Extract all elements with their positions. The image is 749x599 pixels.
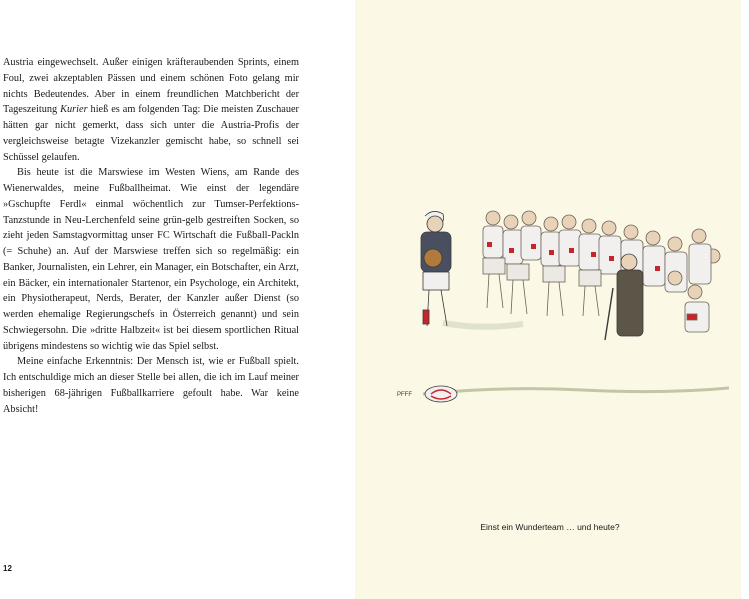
- page-number: 12: [3, 564, 12, 573]
- text-segment: Meine einfache Erkenntnis: Der Mensch ist, wie er Fußball spielt. Ich entschuldige mich an dieser Stelle bei allen, die ich im Lauf meiner bisherigen 68-jährigen Fußballkarriere gefoult habe. War keine Absicht!: [3, 356, 299, 415]
- page-edge: [741, 0, 749, 599]
- football-team-illustration: [383, 198, 729, 416]
- text-segment: Bis heute ist die Marswiese im Westen Wiens, am Rande des Wienerwaldes, meine Fußballheimat. Wie einst der legendäre »Gschupfte Ferdl« einmal wöchentlich zur Tumser-Perfektions-Tanzstunde in Neu-Lerchenfeld seine grün-gelb gestreiften Socken, so zieht jeden Samstagvormittag unser FC Wirtschaft die Fußball-Packln (= Schuhe) an. Auf der Marswiese treffen sich so regelmäßig: ein Banker, Journalisten, ein Lehrer, ein Manager, ein Botschafter, ein Arzt, ein Bäcker, ein internationaler Startenor, ein Psychologe, ein Architekt, ein Physiotherapeut, Nerds, Berater, der Kanzler außer Dienst (so werden ehemalige Regierungschefs in Österreich genannt) und sein Schwiegersohn. Die »dritte Halbzeit« ist bei diesem sportlichen Ritual übrigens mindestens so wichtig wie das Spiel selbst.: [3, 167, 299, 352]
- text-segment: hieß es am folgenden Tag: Die meisten Zuschauer hätten gar nicht gemerkt, dass sich unter die Austria-Profis der vergleichsweise betagte Vizekanzler gemischt habe, so schnell sei Schüssel gelaufen.: [3, 104, 299, 163]
- paragraph: [3, 354, 299, 417]
- illustration-caption: Einst ein Wunderteam … und heute?: [480, 522, 620, 532]
- text-segment: Austria eingewechselt. Außer einigen kräfteraubenden Sprints, einem Foul, zwei akzeptablen Pässen und einem schönen Foto gelang mir nichts Bedeutendes. Aber in einem freundlichen Matchbericht der Tageszeitung: [3, 57, 299, 116]
- ground-shadow: [443, 323, 523, 327]
- deflated-ball: [425, 386, 457, 402]
- left-page: [0, 0, 355, 599]
- ground-patch: [423, 388, 729, 394]
- goalkeeper: [421, 211, 451, 326]
- body-text: [3, 55, 299, 417]
- sound-effect-text: PFFF: [397, 392, 412, 398]
- paragraph: [3, 55, 299, 165]
- paragraph: [3, 165, 299, 354]
- italic-text: Kurier: [60, 104, 88, 116]
